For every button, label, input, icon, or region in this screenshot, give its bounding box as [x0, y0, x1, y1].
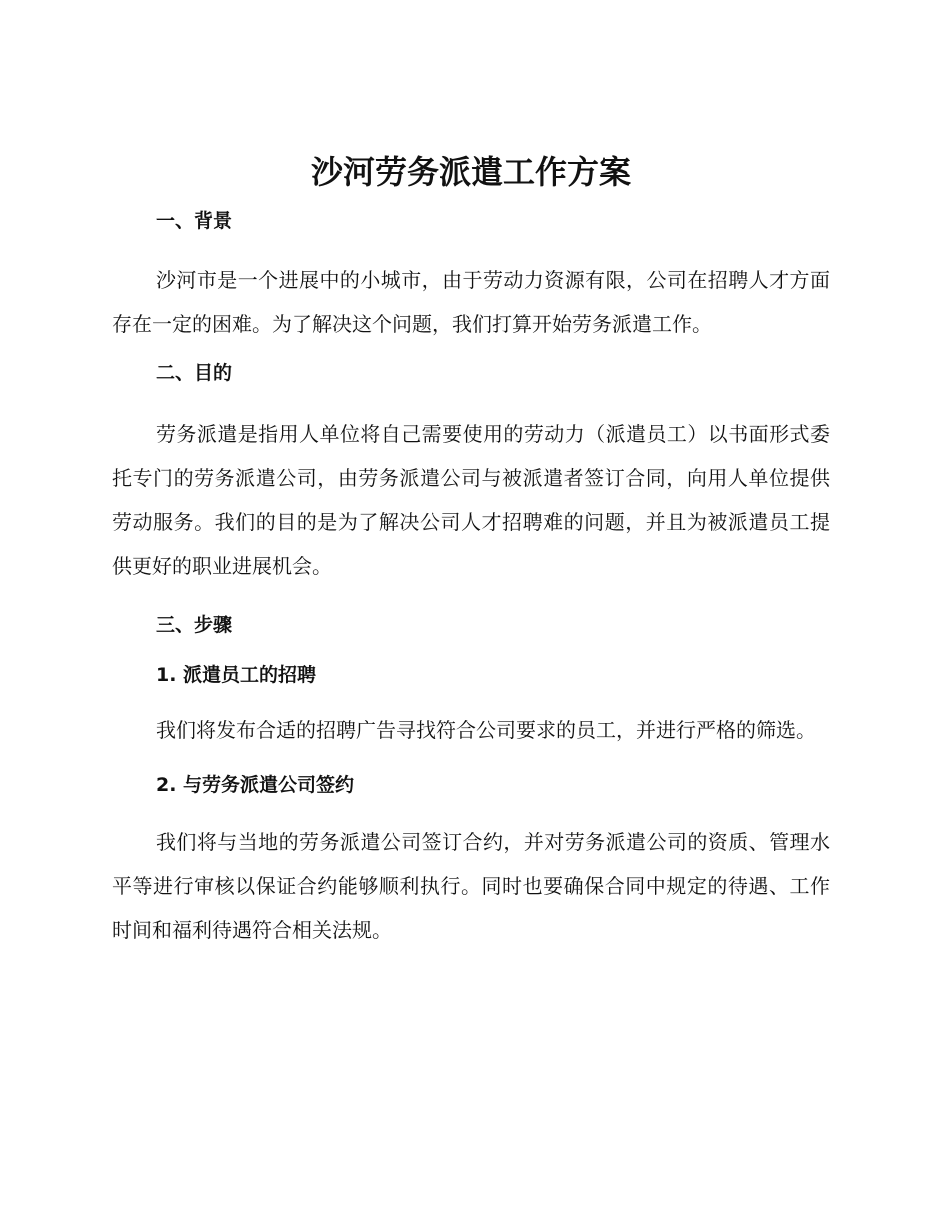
document-body: [112, 148, 830, 952]
page-title: 沙河劳务派遣工作方案: [310, 153, 631, 191]
subsection-heading-recruitment: 1. 派遣员工的招聘: [156, 664, 317, 686]
section-heading-background: 一、背景: [156, 210, 233, 232]
paragraph-purpose: 劳务派遣是指用人单位将自己需要使用的劳动力（派遣员工）以书面形式委托专门的劳务派遣公司，由劳务派遣公司与被派遣者签订合同，向用人单位提供劳动服务。我们的目的是为了解决公司人才招聘难的问题，并且为被派遣员工提供更好的职业进展机会。: [112, 422, 830, 578]
section-heading-purpose: 二、目的: [156, 362, 233, 384]
paragraph-background: 沙河市是一个进展中的小城市，由于劳动力资源有限，公司在招聘人才方面存在一定的困难。为了解决这个问题，我们打算开始劳务派遣工作。: [112, 268, 830, 336]
section-heading-steps: 三、步骤: [156, 614, 233, 636]
paragraph-recruitment: 我们将发布合适的招聘广告寻找符合公司要求的员工，并进行严格的筛选。: [156, 718, 816, 742]
paragraph-contract: 我们将与当地的劳务派遣公司签订合约，并对劳务派遣公司的资质、管理水平等进行审核以保证合约能够顺利执行。同时也要确保合同中规定的待遇、工作时间和福利待遇符合相关法规。: [112, 830, 830, 942]
subsection-heading-contract: 2. 与劳务派遣公司签约: [156, 774, 355, 796]
